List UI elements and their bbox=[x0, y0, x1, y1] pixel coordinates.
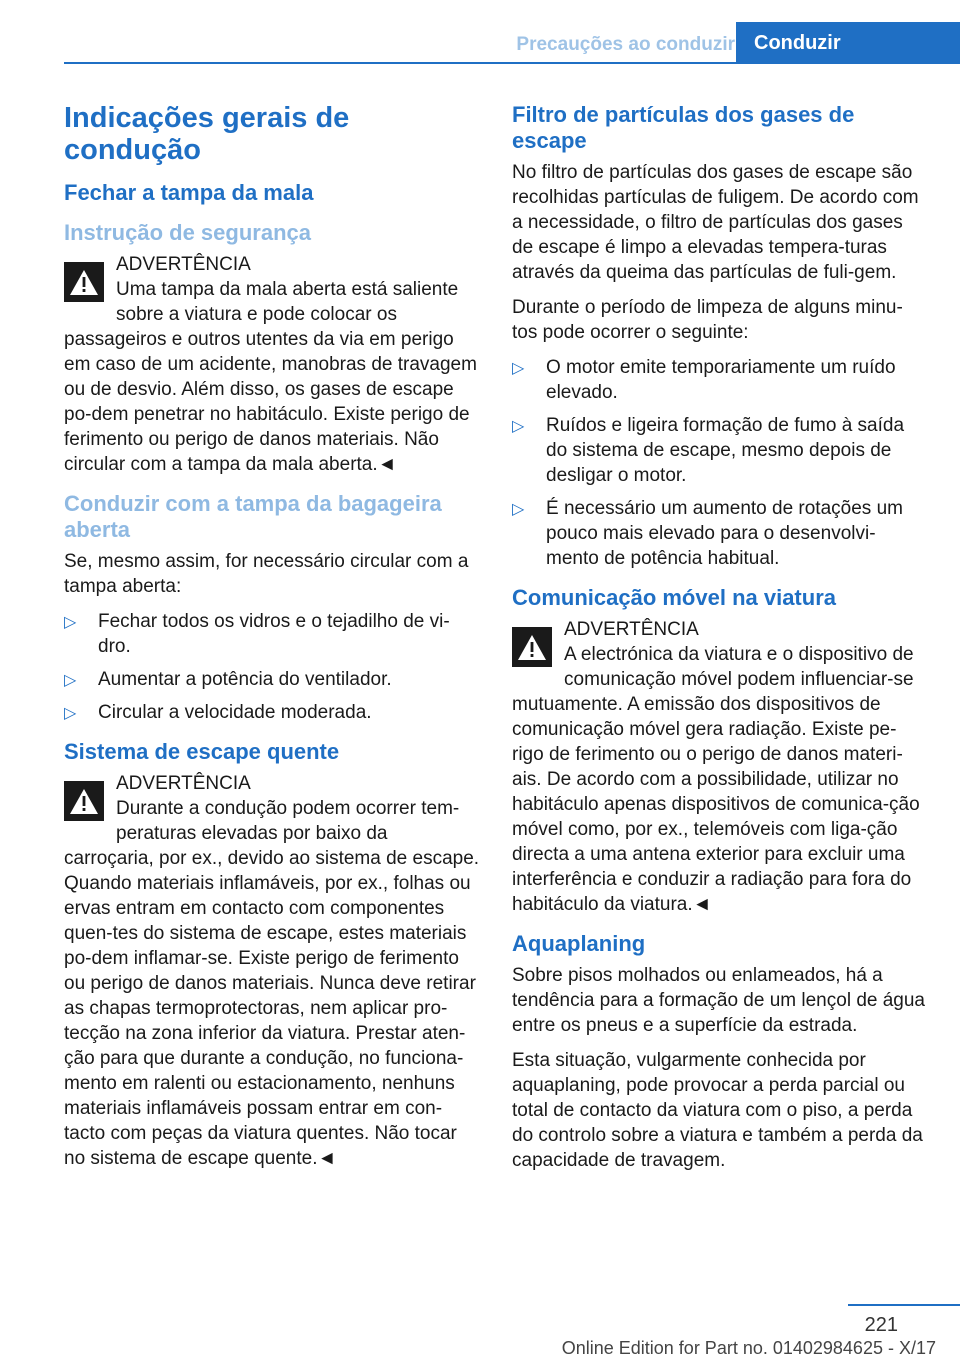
warning-text: Durante a condução podem ocorrer tem-peraturas elevadas por baixo da carroçaria, por ex., devido ao sistema de escape. Quando materiais inflamáveis, por ex., folhas ou ervas entram em contacto com componentes quen-tes do sistema de escape, estes materiais po-dem inflamar-se. Existe perigo de ferimento ou perigo de danos materiais. Nunca deve retirar as chapas termoprotectoras, nem aplicar pro-tecção na zona inferior da viatura. Prestar aten-ção para que durante a condução, no funciona-mento em ralenti ou estacionamento, nenhuns materiais inflamáveis possam entrar em con-tacto com peças da viatura quentes. Não tocar no sistema de escape quente.◄ bbox=[64, 798, 480, 1169]
warning-exhaust bbox=[64, 771, 480, 1171]
heading-particle-filter: Filtro de partículas dos gases de escape bbox=[512, 102, 855, 153]
triangle-bullet-icon: ▷ bbox=[64, 672, 77, 689]
triangle-bullet-icon: ▷ bbox=[64, 614, 77, 631]
header-section-title: Precauções ao conduzir bbox=[516, 34, 735, 55]
triangle-bullet-icon: ▷ bbox=[64, 705, 77, 722]
page-title: Indicações gerais de condução bbox=[64, 102, 350, 166]
heading-mobile-communication: Comunicação móvel na viatura bbox=[512, 585, 836, 610]
paragraph-filter-2: Durante o período de limpeza de alguns minu-tos pode ocorrer o seguinte: bbox=[512, 297, 903, 343]
list-item-text: Circular a velocidade moderada. bbox=[98, 702, 372, 723]
triangle-bullet-icon: ▷ bbox=[512, 418, 525, 435]
warning-label: ADVERTÊNCIA bbox=[564, 619, 699, 640]
heading-hot-exhaust: Sistema de escape quente bbox=[64, 739, 340, 764]
warning-triangle-icon bbox=[64, 262, 104, 302]
list-item-text: Aumentar a potência do ventilador. bbox=[98, 669, 392, 690]
list-item bbox=[64, 700, 480, 725]
list-filter bbox=[512, 355, 928, 571]
list-item bbox=[512, 413, 928, 488]
paragraph-filter-1: No filtro de partículas dos gases de escape são recolhidas partículas de fuligem. De acordo com a necessidade, o filtro de partículas dos gases de escape é limpo a elevadas tempera-turas através da queima das partículas de fuli-gem. bbox=[512, 162, 919, 283]
page-header bbox=[0, 0, 960, 64]
list-item-text: É necessário um aumento de rotações um pouco mais elevado para o desenvolvi-mento de potência habitual. bbox=[546, 498, 903, 569]
warning-text: Uma tampa da mala aberta está saliente sobre a viatura e pode colocar os passageiros e outros utentes da via em perigo em caso de um acidente, manobras de travagem ou de desvio. Além disso, os gases de escape po-dem penetrar no habitáculo. Existe perigo de ferimento ou perigo de danos materiais. Não circular com a tampa da mala aberta.◄ bbox=[64, 279, 477, 475]
triangle-bullet-icon: ▷ bbox=[512, 501, 525, 518]
list-item-text: O motor emite temporariamente um ruído elevado. bbox=[546, 357, 896, 403]
header-rule bbox=[64, 62, 960, 64]
paragraph-open-intro: Se, mesmo assim, for necessário circular com a tampa aberta: bbox=[64, 551, 469, 597]
page-footer bbox=[0, 1300, 960, 1362]
warning-label: ADVERTÊNCIA bbox=[116, 254, 251, 275]
warning-triangle-icon bbox=[64, 781, 104, 821]
warning-text: A electrónica da viatura e o dispositivo de comunicação móvel podem influenciar-se mutuamente. A emissão dos dispositivos de comunicação móvel gera radiação. Existe pe-rigo de ferimento ou o perigo de danos materi-ais. De acordo com a possibilidade, utilizar no habitáculo apenas dispositivos de comunica-ção móvel como, por ex., telemóveis com liga-ção directa a uma antena exterior para excluir uma interferência e conduzir a radiação para fora do habitáculo da viatura.◄ bbox=[512, 644, 920, 915]
edition-note: Online Edition for Part no. 01402984625 - X/17 bbox=[561, 1338, 936, 1358]
list-item bbox=[64, 667, 480, 692]
list-item bbox=[512, 355, 928, 405]
heading-driving-open-trunk: Conduzir com a tampa da bagageira aberta bbox=[64, 491, 442, 542]
paragraph-aquaplaning-1: Sobre pisos molhados ou enlameados, há a tendência para a formação de um lençol de água entre os pneus e a superfície da estrada. bbox=[512, 965, 925, 1036]
heading-aquaplaning: Aquaplaning bbox=[512, 931, 646, 956]
warning-label: ADVERTÊNCIA bbox=[116, 773, 251, 794]
heading-safety-instruction: Instrução de segurança bbox=[64, 220, 311, 245]
list-item bbox=[512, 496, 928, 571]
list-open-trunk bbox=[64, 609, 480, 725]
left-column bbox=[64, 102, 480, 1181]
list-item-text: Fechar todos os vidros e o tejadilho de vi-dro. bbox=[98, 611, 450, 657]
triangle-bullet-icon: ▷ bbox=[512, 360, 525, 377]
page-number: 221 bbox=[864, 1314, 898, 1336]
right-column bbox=[512, 102, 928, 1183]
list-item bbox=[64, 609, 480, 659]
warning-mobile bbox=[512, 617, 928, 917]
header-chapter-tab[interactable]: Conduzir bbox=[736, 22, 960, 62]
warning-trunk bbox=[64, 252, 480, 477]
paragraph-aquaplaning-2: Esta situação, vulgarmente conhecida por aquaplaning, pode provocar a perda parcial ou total de contacto da viatura com o piso, a perda do controlo sobre a viatura e também a perda da capacidade de travagem. bbox=[512, 1050, 923, 1171]
list-item-text: Ruídos e ligeira formação de fumo à saída do sistema de escape, mesmo depois de desligar o motor. bbox=[546, 415, 905, 486]
warning-triangle-icon bbox=[512, 627, 552, 667]
heading-close-trunk: Fechar a tampa da mala bbox=[64, 180, 314, 205]
footer-rule bbox=[848, 1304, 960, 1306]
